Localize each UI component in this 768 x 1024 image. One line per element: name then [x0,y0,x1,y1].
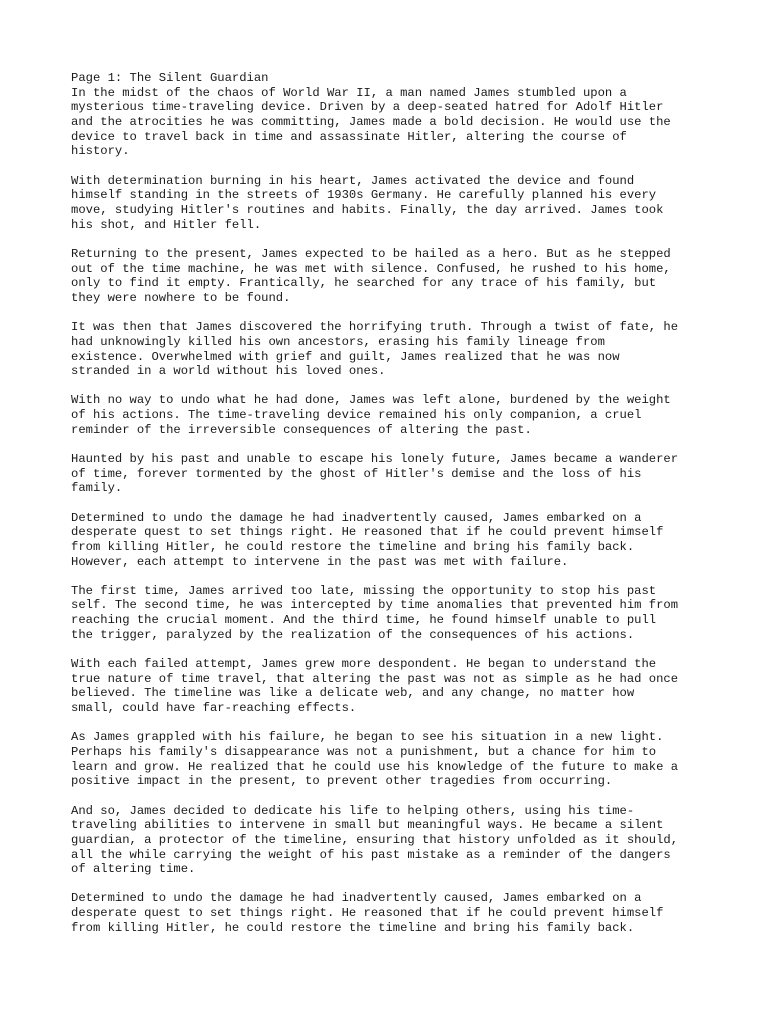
paragraph [71,452,711,496]
text-line: With each failed attempt, James grew more despondent. He began to understand the [71,657,657,671]
text-line: desperate quest to set things right. He reasoned that if he could prevent himself [71,525,664,540]
text-line: reaching the crucial moment. And the third time, he found himself unable to pull [71,613,657,628]
text-line: Determined to undo the damage he had inadvertently caused, James embarked on a [71,891,642,906]
paragraph [71,657,711,716]
text-line: believed. The timeline was like a delicate web, and any change, no matter how [71,686,635,701]
text-line: desperate quest to set things right. He reasoned that if he could prevent himself [71,906,664,921]
text-line: guardian, a protector of the timeline, ensuring that history unfolded as it should, [71,832,679,847]
text-line: In the midst of the chaos of World War II, a man named James stumbled upon a [71,85,627,100]
text-line: and the atrocities he was committing, James made a bold decision. He would use the [71,115,671,130]
text-line: history. [71,144,130,159]
text-line: Determined to undo the damage he had inadvertently caused, James embarked on a [71,510,642,525]
text-line: from killing Hitler, he could restore the timeline and bring his family back. [71,539,635,554]
page-heading: Page 1: The Silent Guardian [71,71,269,85]
text-line: had unknowingly killed his own ancestors, erasing his family lineage from [71,334,605,349]
text-line: they were nowhere to be found. [71,290,291,305]
text-line: The first time, James arrived too late, missing the opportunity to stop his past [71,583,657,598]
paragraph [71,247,711,306]
text-line: family. [71,481,123,496]
text-line: Haunted by his past and unable to escape his lonely future, James became a wanderer [71,451,679,466]
text-line: true nature of time travel, that altering the past was not as simple as he had once [71,671,679,686]
text-line: of altering time. [71,862,196,877]
text-line: stranded in a world without his loved ones. [71,364,386,379]
text-line: Returning to the present, James expected to be hailed as a hero. But as he stepped [71,246,671,261]
text-line: positive impact in the present, to prevent other tragedies from occurring. [71,774,613,789]
text-line: only to find it empty. Frantically, he searched for any trace of his family, but [71,276,657,291]
paragraph [71,584,711,643]
paragraph [71,393,711,437]
paragraph [71,174,711,233]
text-line: And so, James decided to dedicate his life to helping others, using his time- [71,803,635,818]
text-line: all the while carrying the weight of his past mistake as a reminder of the dangers [71,847,671,862]
text-line: himself standing in the streets of 1930s Germany. He carefully planned his every [71,188,657,203]
paragraph [71,730,711,789]
paragraph [71,891,711,935]
text-line: It was then that James discovered the horrifying truth. Through a twist of fate, he [71,320,679,335]
text-line: However, each attempt to intervene in the past was met with failure. [71,554,569,569]
text-line: existence. Overwhelmed with grief and guilt, James realized that he was now [71,349,620,364]
document-body [71,86,711,936]
text-line: small, could have far-reaching effects. [71,701,357,716]
text-line: self. The second time, he was intercepted by time anomalies that prevented him from [71,598,679,613]
text-line: of his actions. The time-traveling device remained his only companion, a cruel [71,408,642,423]
text-line: traveling abilities to intervene in small but meaningful ways. He became a silent [71,818,664,833]
text-line: out of the time machine, he was met with silence. Confused, he rushed to his home, [71,261,671,276]
text-line: With no way to undo what he had done, James was left alone, burdened by the weight [71,393,671,408]
text-line: his shot, and Hitler fell. [71,217,262,232]
paragraph [71,86,711,159]
text-line: from killing Hitler, he could restore the timeline and bring his family back. [71,920,635,935]
text-line: Perhaps his family's disappearance was not a punishment, but a chance for him to [71,744,657,759]
text-line: reminder of the irreversible consequences of altering the past. [71,422,532,437]
text-line: device to travel back in time and assassinate Hitler, altering the course of [71,129,627,144]
text-line: mysterious time-traveling device. Driven by a deep-seated hatred for Adolf Hitler [71,100,664,115]
text-line: With determination burning in his heart, James activated the device and found [71,173,635,188]
document-page [71,71,711,950]
text-line: As James grappled with his failure, he began to see his situation in a new light. [71,730,664,745]
paragraph [71,511,711,570]
text-line: learn and grow. He realized that he could use his knowledge of the future to make a [71,759,679,774]
text-line: move, studying Hitler's routines and habits. Finally, the day arrived. James took [71,203,664,217]
text-line: of time, forever tormented by the ghost of Hitler's demise and the loss of his [71,466,642,481]
paragraph [71,804,711,877]
paragraph [71,320,711,379]
text-line: the trigger, paralyzed by the realization of the consequences of his actions. [71,627,635,642]
